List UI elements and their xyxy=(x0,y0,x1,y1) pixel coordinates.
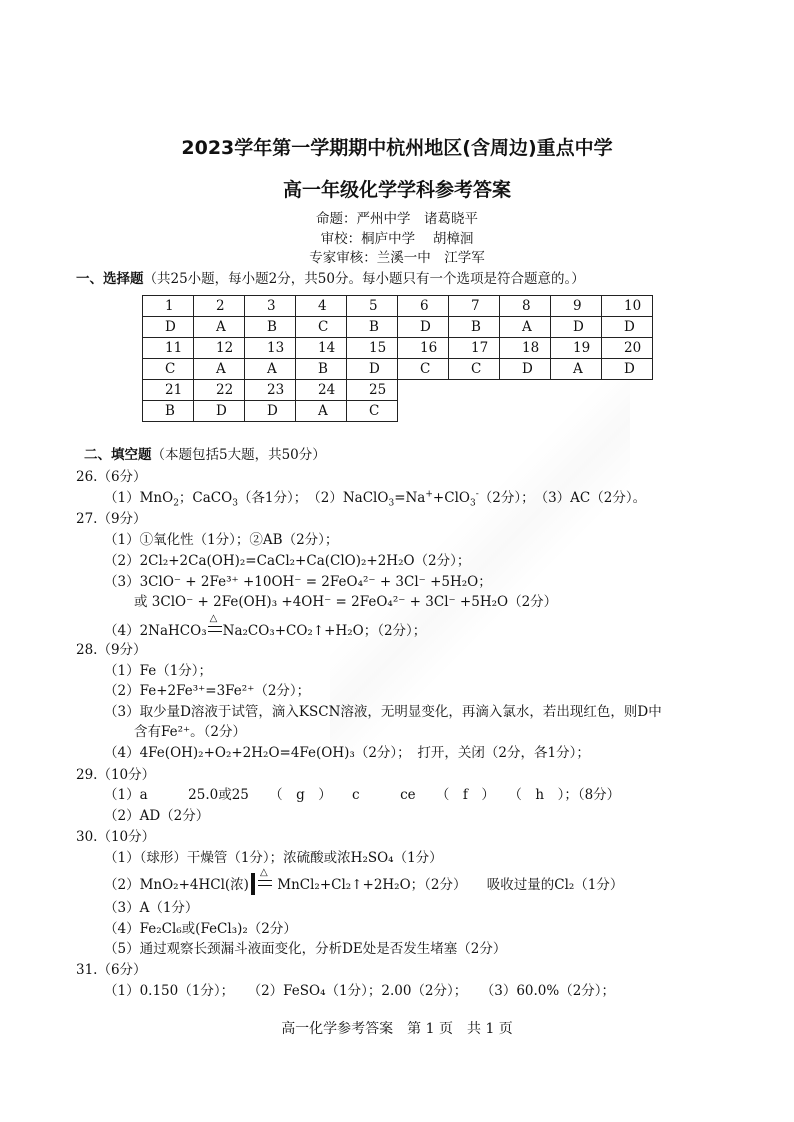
author-line: 命题：严州中学 诸葛晓平 xyxy=(316,211,478,227)
answer-cell: B xyxy=(449,317,500,338)
answer-cell: D xyxy=(347,359,398,380)
q28-line3b: 含有Fe²⁺。（2分） xyxy=(134,724,246,740)
section2-desc: （本题包括5大题，共50分） xyxy=(151,447,326,463)
answer-cell: C xyxy=(296,317,347,338)
empty-cell xyxy=(398,401,449,422)
q28-line4: （4）4Fe(OH)₂+O₂+2H₂O=4Fe(OH)₃（2分）； 打开，关闭（2分，各1分）； xyxy=(104,745,590,761)
empty-cell xyxy=(449,380,500,401)
answer-cell: B xyxy=(296,359,347,380)
q27-line3a: （3）3ClO⁻ + 2Fe³⁺ +10OH⁻ = 2FeO₄²⁻ + 3Cl⁻ +5H₂O； xyxy=(104,574,492,590)
answer-cell: B xyxy=(143,401,194,422)
page-footer: 高一化学参考答案 第 1 页 共 1 页 xyxy=(281,1021,513,1037)
answer-cell: C xyxy=(449,359,500,380)
page-title-line1: 2023学年第一学期期中杭州地区(含周边)重点中学 xyxy=(181,137,613,159)
empty-cell xyxy=(602,401,653,422)
q28-line1: （1）Fe（1分）； xyxy=(104,663,213,679)
empty-cell xyxy=(398,380,449,401)
q27-line4: （4）2NaHCO₃ △ Na₂CO₃+CO₂↑+H₂O；（2分）； xyxy=(104,613,427,639)
answer-cell: C xyxy=(143,359,194,380)
answer-cell: B xyxy=(245,317,296,338)
q30-line2: （2）MnO₂+4HCl(浓) △ MnCl₂+Cl₂↑+2H₂O；（2分） 吸收过量的Cl₂（1分） xyxy=(104,867,624,893)
section2-heading xyxy=(84,443,326,463)
answer-cell: D xyxy=(194,401,245,422)
answer-cell: 8 xyxy=(500,296,551,317)
answer-cell: 1 xyxy=(143,296,194,317)
answer-cell: 19 xyxy=(551,338,602,359)
answer-cell: D xyxy=(551,317,602,338)
answer-table-row xyxy=(143,359,653,380)
answer-cell: 7 xyxy=(449,296,500,317)
answer-cell: 5 xyxy=(347,296,398,317)
heat-equals-symbol: △ xyxy=(257,877,273,891)
answer-cell: A xyxy=(194,359,245,380)
q28-head: 28.（9分） xyxy=(76,642,147,658)
answer-table-row xyxy=(143,380,653,401)
answer-cell: 2 xyxy=(194,296,245,317)
q30-line5: （5）通过观察长颈漏斗液面变化，分析DE处是否发生堵塞（2分） xyxy=(104,941,507,957)
answer-cell: A xyxy=(500,317,551,338)
answer-cell: C xyxy=(398,359,449,380)
answer-cell: 15 xyxy=(347,338,398,359)
answer-cell: 20 xyxy=(602,338,653,359)
q28-line3a: （3）取少量D溶液于试管，滴入KSCN溶液，无明显变化，再滴入氯水，若出现红色，则D中 xyxy=(104,704,662,720)
empty-cell xyxy=(449,401,500,422)
q29-line2: （2）AD（2分） xyxy=(104,808,210,824)
answer-cell: 18 xyxy=(500,338,551,359)
answer-cell: 4 xyxy=(296,296,347,317)
empty-cell xyxy=(551,380,602,401)
empty-cell xyxy=(500,380,551,401)
answer-cell: 9 xyxy=(551,296,602,317)
answer-cell: 14 xyxy=(296,338,347,359)
answer-cell: 22 xyxy=(194,380,245,401)
q29-head: 29.（10分） xyxy=(76,767,156,783)
answer-cell: 11 xyxy=(143,338,194,359)
answer-table-row xyxy=(143,296,653,317)
answer-cell: 25 xyxy=(347,380,398,401)
heat-equals-symbol: △ xyxy=(207,623,223,637)
q26-line1: （1）MnO$_2$；CaCO$_3$（各1分）； （2）NaClO$_3$=Na++ClO$_3$-（2分）； （3）AC（2分）。 xyxy=(104,489,647,509)
answer-cell: A xyxy=(296,401,347,422)
empty-cell xyxy=(551,401,602,422)
answer-cell: D xyxy=(602,359,653,380)
answer-cell: A xyxy=(194,317,245,338)
q30-line4: （4）Fe₂Cl₆或(FeCl₃)₂（2分） xyxy=(104,921,297,937)
empty-cell xyxy=(602,380,653,401)
answer-cell: 16 xyxy=(398,338,449,359)
q31-line1: （1）0.150（1分）； （2）FeSO₄（1分）；2.00（2分）； （3）60.0%（2分）； xyxy=(104,983,616,999)
answer-table xyxy=(142,295,653,422)
empty-cell xyxy=(500,401,551,422)
q26-head: 26.（6分） xyxy=(76,469,147,485)
answer-cell: A xyxy=(245,359,296,380)
answer-cell: C xyxy=(347,401,398,422)
answer-cell: A xyxy=(551,359,602,380)
answer-cell: D xyxy=(500,359,551,380)
section1-heading xyxy=(76,267,585,287)
answer-cell: B xyxy=(347,317,398,338)
q27-line2: （2）2Cl₂+2Ca(OH)₂=CaCl₂+Ca(ClO)₂+2H₂O（2分）； xyxy=(104,553,471,569)
q31-head: 31.（6分） xyxy=(76,962,147,978)
q27-head: 27.（9分） xyxy=(76,511,147,527)
answer-table-row xyxy=(143,338,653,359)
school-review-line: 审校：桐庐中学 胡樟洄 xyxy=(320,231,474,247)
q27-line1: （1）①氧化性（1分）；②AB（2分）； xyxy=(104,532,339,548)
page-title-line2: 高一年级化学学科参考答案 xyxy=(282,179,511,201)
answer-cell: 12 xyxy=(194,338,245,359)
q30-line1: （1）（球形）干燥管（1分）；浓硫酸或浓H₂SO₄（1分） xyxy=(104,850,443,866)
answer-cell: 24 xyxy=(296,380,347,401)
answer-cell: D xyxy=(398,317,449,338)
q27-line3b: 或 3ClO⁻ + 2Fe(OH)₃ +4OH⁻ = 2FeO₄²⁻ + 3Cl⁻ +5H₂O（2分） xyxy=(134,594,558,610)
answer-table-row xyxy=(143,317,653,338)
answer-cell: 3 xyxy=(245,296,296,317)
q29-line1: （1）a 25.0或25 （ g ） c ce （ f ） （ h ）；（8分） xyxy=(104,787,621,803)
answer-cell: D xyxy=(245,401,296,422)
section2-label: 二、填空题 xyxy=(84,447,152,463)
q30-line3: （3）A（1分） xyxy=(104,900,199,916)
section1-desc: （共25小题，每小题2分，共50分。每小题只有一个选项是符合题意的。） xyxy=(143,271,585,287)
answer-cell: 21 xyxy=(143,380,194,401)
q28-line2: （2）Fe+2Fe³⁺=3Fe²⁺（2分）； xyxy=(104,683,311,699)
q30-head: 30.（10分） xyxy=(76,829,156,845)
answer-cell: 10 xyxy=(602,296,653,317)
answer-table-row xyxy=(143,401,653,422)
answer-cell: D xyxy=(602,317,653,338)
answer-cell: D xyxy=(143,317,194,338)
answer-cell: 23 xyxy=(245,380,296,401)
answer-cell: 13 xyxy=(245,338,296,359)
expert-review-line: 专家审核：兰溪一中 江学军 xyxy=(309,250,485,266)
section1-label: 一、选择题 xyxy=(76,271,144,287)
answer-cell: 17 xyxy=(449,338,500,359)
answer-cell: 6 xyxy=(398,296,449,317)
